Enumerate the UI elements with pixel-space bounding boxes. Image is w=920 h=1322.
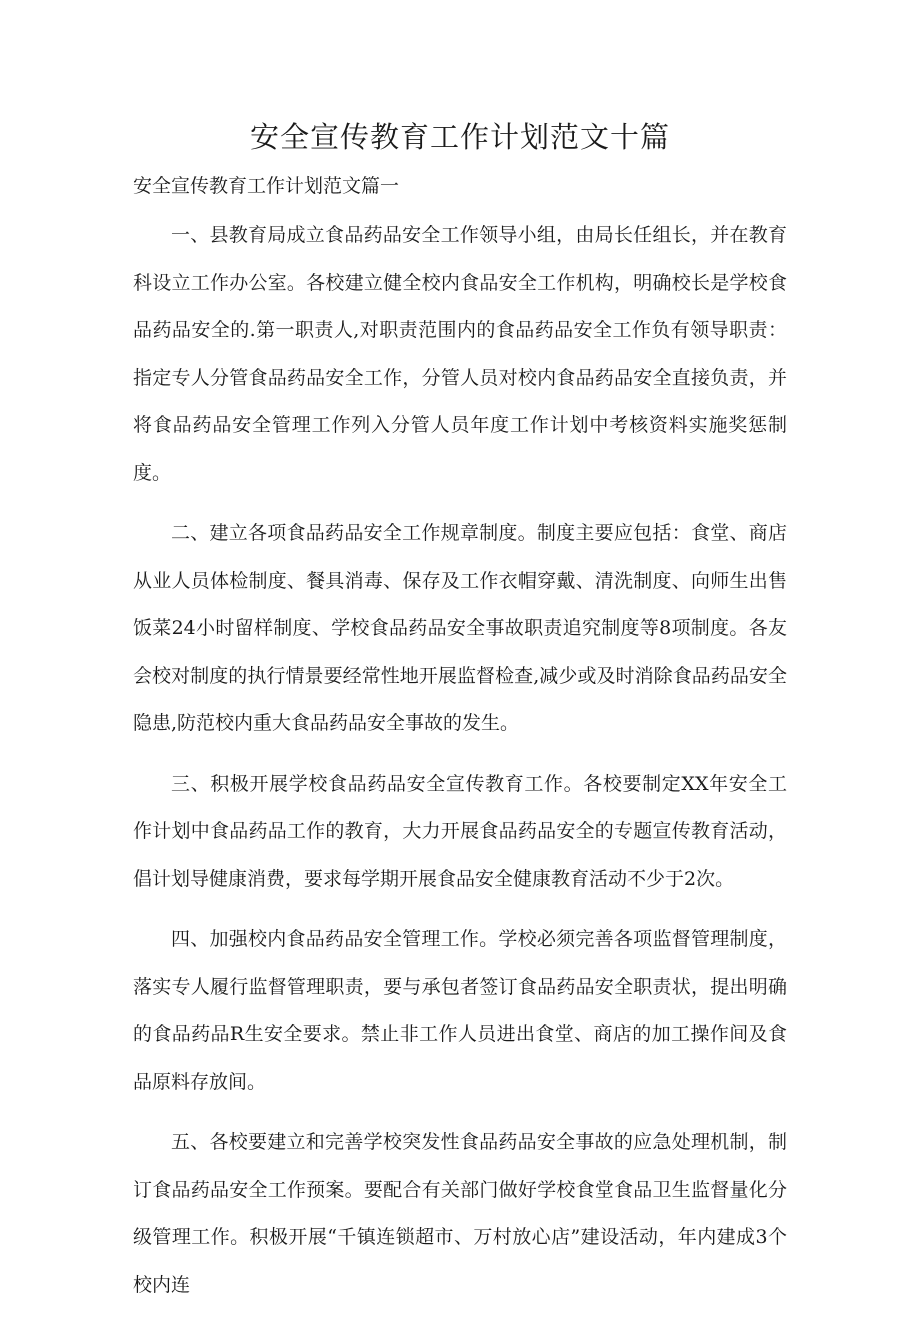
section-heading: 安全宣传教育工作计划范文篇一 — [133, 175, 400, 197]
paragraph-3: 三、积极开展学校食品药品安全宣传教育工作。各校要制定XX年安全工作计划中食品药品工作的教育，大力开展食品药品安全的专题宣传教育活动，倡计划导健康消费，要求每学期开展食品安全健康教育活动不少于2次。 — [133, 772, 787, 890]
document-body — [133, 212, 787, 1322]
paragraph-2: 二、建立各项食品药品安全工作规章制度。制度主要应包括：食堂、商店从业人员体检制度、餐具消毒、保存及工作衣帽穿戴、清洗制度、向师生出售饭菜24小时留样制度、学校食品药品安全事故职责追究制度等8项制度。各友会校对制度的执行情景要经常性地开展监督检查,减少或及时消除食品药品安全隐患,防范校内重大食品药品安全事故的发生。 — [133, 522, 787, 734]
document-title: 安全宣传教育工作计划范文十篇 — [249, 120, 670, 154]
paragraph-4: 四、加强校内食品药品安全管理工作。学校必须完善各项监督管理制度，落实专人履行监督管理职责，要与承包者签订食品药品安全职责状，提出明确的食品药品R生安全要求。禁止非工作人员进出食堂、商店的加工操作间及食品原料存放间。 — [133, 928, 787, 1093]
paragraph-5: 五、各校要建立和完善学校突发性食品药品安全事故的应急处理机制，制订食品药品安全工作预案。要配合有关部门做好学校食堂食品卫生监督量化分级管理工作。积极开展“千镇连锁超市、万村放心店”建设活动，年内建成3个校内连 — [133, 1131, 787, 1296]
paragraph-1: 一、县教育局成立食品药品安全工作领导小组，由局长任组长，并在教育科设立工作办公室。各校建立健全校内食品安全工作机构，明确校长是学校食品药品安全的.第一职责人,对职责范围内的食品药品安全工作负有领导职责：指定专人分管食品药品安全工作，分管人员对校内食品药品安全直接负责，并将食品药品安全管理工作列入分管人员年度工作计划中考核资料实施奖惩制度。 — [133, 224, 787, 484]
